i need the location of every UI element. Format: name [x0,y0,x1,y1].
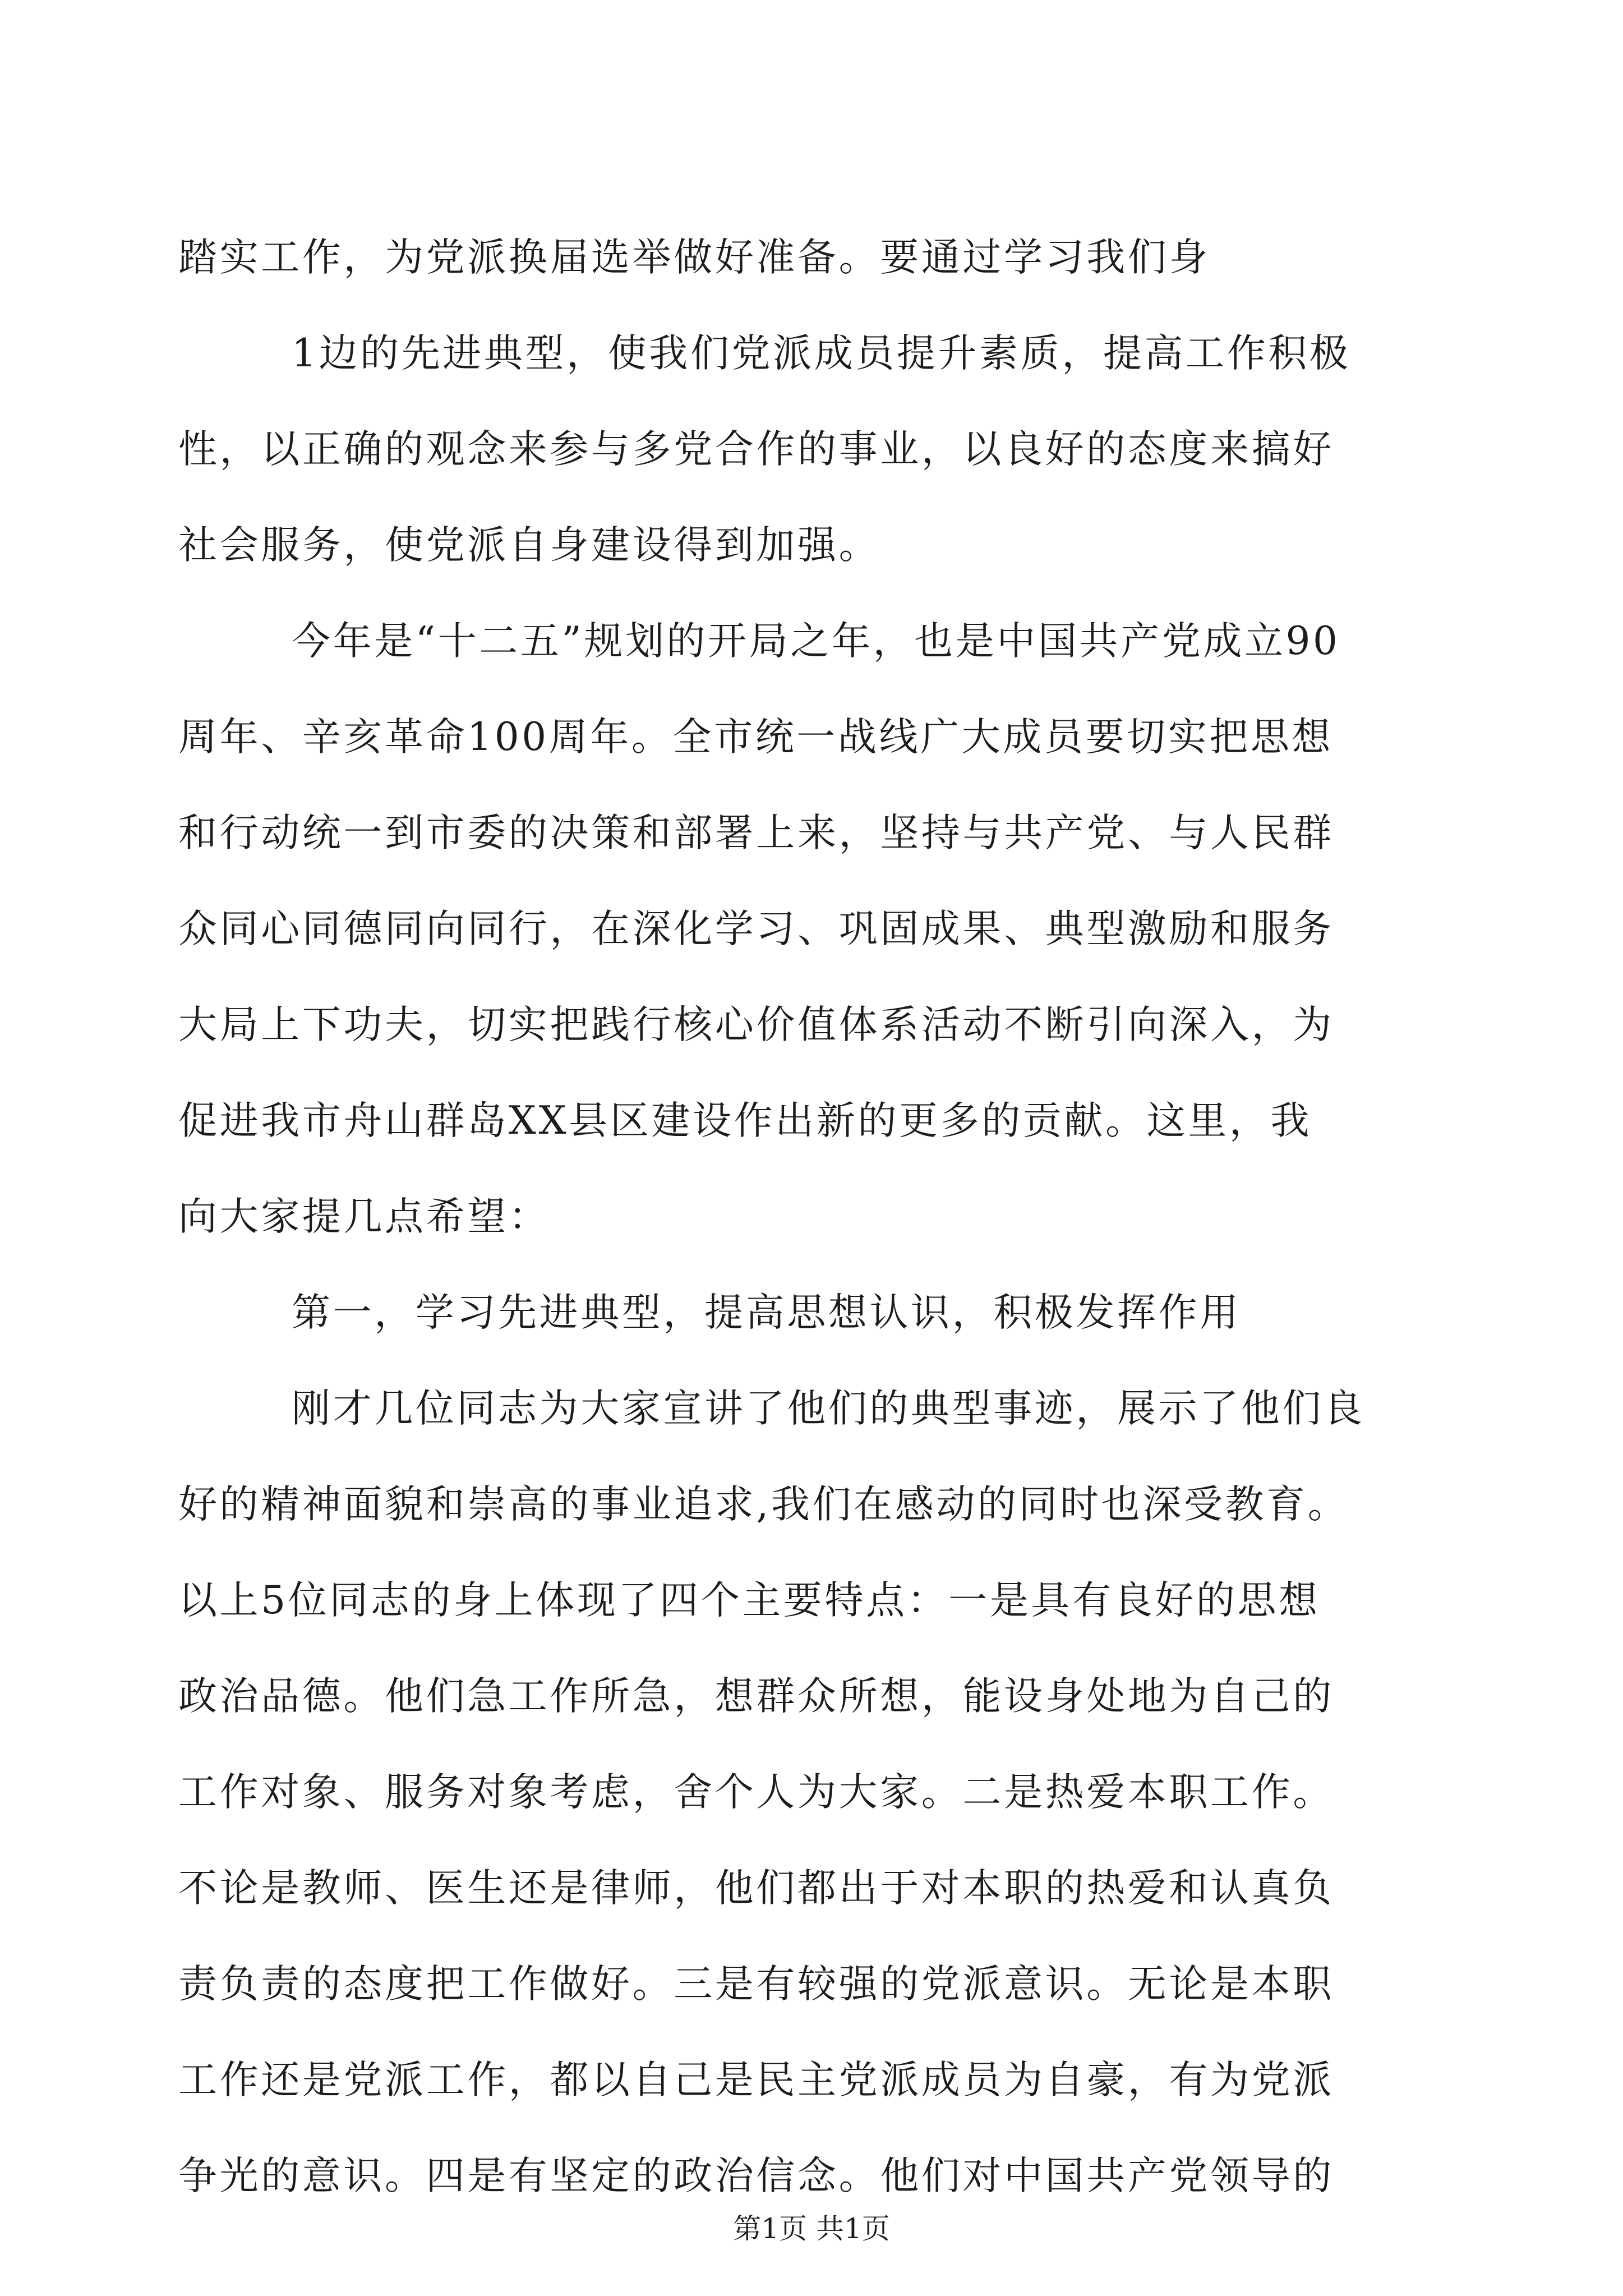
text-line: 今年是“十二五”规划的开局之年，也是中国共产党成立90 [292,619,1340,664]
text-line: 促进我市舟山群岛XX县区建设作出新的更多的贡献。这里，我 [178,1098,1312,1143]
text-line: 以上5位同志的身上体现了四个主要特点：一是具有良好的思想 [178,1578,1320,1623]
text-line: 大局上下功夫，切实把践行核心价值体系活动不断引向深入，为 [178,1002,1334,1047]
text-line: 责负责的态度把工作做好。三是有较强的党派意识。无论是本职 [178,1962,1334,2007]
text-line: 和行动统一到市委的决策和部署上来，坚持与共产党、与人民群 [178,811,1334,855]
text-line: 工作还是党派工作，都以自己是民主党派成员为自豪，有为党派 [178,2058,1334,2102]
text-line: 向大家提几点希望： [178,1194,550,1239]
text-line: 政治品德。他们急工作所急，想群众所想，能设身处地为自己的 [178,1674,1334,1719]
text-line: 性，以正确的观念来参与多党合作的事业，以良好的态度来搞好 [178,427,1334,472]
text-line: 众同心同德同向同行，在深化学习、巩固成果、典型激励和服务 [178,907,1334,951]
text-line: 1边的先进典型，使我们党派成员提升素质，提高工作积极 [292,331,1351,376]
page-footer: 第1页 共1页 [733,2212,890,2245]
text-line: 工作对象、服务对象考虑，舍个人为大家。二是热爱本职工作。 [178,1770,1334,1815]
text-line: 刚才几位同志为大家宣讲了他们的典型事迹，展示了他们良 [292,1386,1365,1431]
text-line: 踏实工作，为党派换届选举做好准备。要通过学习我们身 [178,235,1210,280]
text-line: 好的精神面貌和崇高的事业追求,我们在感动的同时也深受教育。 [178,1482,1349,1527]
section-heading: 第一，学习先进典型，提高思想认识，积极发挥作用 [292,1290,1241,1335]
text-line: 周年、辛亥革命100周年。全市统一战线广大成员要切实把思想 [178,715,1334,760]
text-line: 争光的意识。四是有坚定的政治信念。他们对中国共产党领导的 [178,2154,1334,2198]
text-line: 社会服务，使党派自身建设得到加强。 [178,523,880,568]
text-line: 不论是教师、医生还是律师，他们都出于对本职的热爱和认真负 [178,1866,1334,1911]
